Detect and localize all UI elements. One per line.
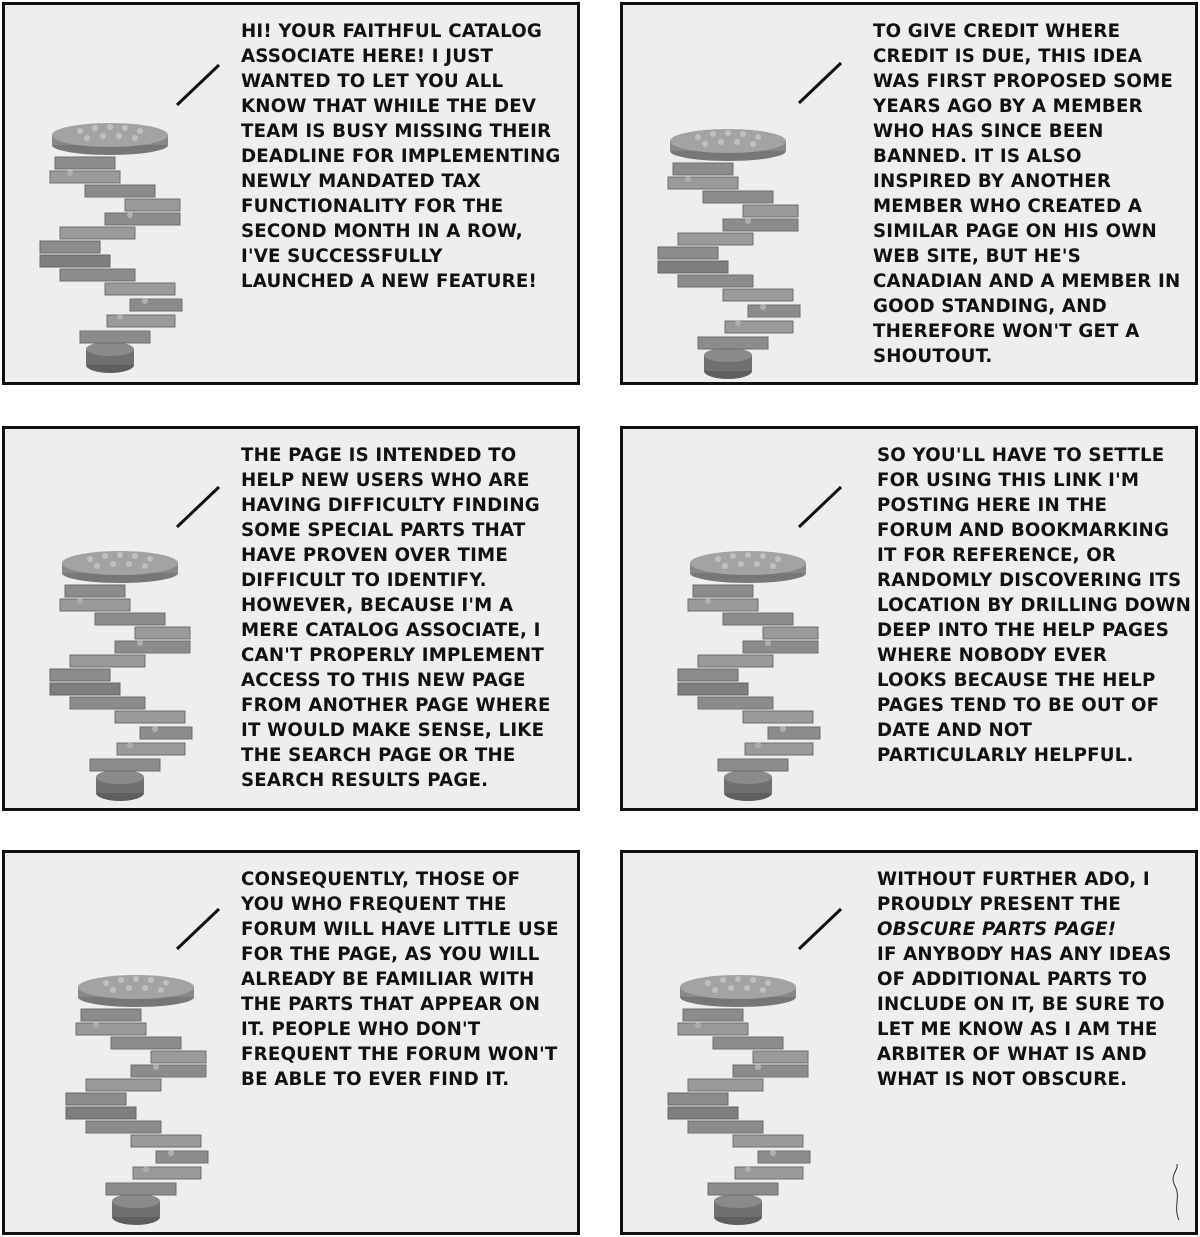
caption-text: THE PAGE IS INTENDED TO HELP NEW USERS WHO ARE HAVING DIFFICULTY FINDING SOME SPECIAL PARTS THAT HAVE PROVEN OVER TIME DIFFICULT TO IDENTIFY. HOWEVER, BECAUSE I'M A MERE CATALOG ASSOCIATE, I CAN'T PROPERLY IMPLEMENT ACCESS TO THIS NEW PAGE FROM ANOTHER PAGE WHERE IT WOULD MAKE SENSE, LIKE THE SEARCH PAGE OR THE SEARCH RESULTS PAGE. xyxy=(241,445,551,791)
comic-panel-5 xyxy=(2,850,580,1235)
comic-panel-3 xyxy=(2,426,580,811)
speech-tail-icon xyxy=(795,483,845,533)
comic-panel-2 xyxy=(620,2,1198,385)
caption-text: CONSEQUENTLY, THOSE OF YOU WHO FREQUENT THE FORUM WILL HAVE LITTLE USE FOR THE PAGE, AS YOU WILL ALREADY BE FAMILIAR WITH THE PARTS THAT APPEAR ON IT. PEOPLE WHO DON'T FREQUENT THE FORUM WON'T BE ABLE TO EVER FIND IT. xyxy=(241,869,559,1090)
spiral-staircase-icon xyxy=(663,969,813,1229)
spiral-staircase-icon xyxy=(61,969,211,1229)
caption-text: TO GIVE CREDIT WHERE CREDIT IS DUE, THIS IDEA WAS FIRST PROPOSED SOME YEARS AGO BY A MEMBER WHO HAS SINCE BEEN BANNED. IT IS ALSO INSPIRED BY ANOTHER MEMBER WHO CREATED A SIMILAR PAGE ON HIS OWN WEB SITE, BUT HE'S CANADIAN AND A MEMBER IN GOOD STANDING, AND THEREFORE WON'T GET A SHOUTOUT. xyxy=(873,21,1181,367)
spiral-staircase-icon xyxy=(35,117,185,377)
comic-panel-1 xyxy=(2,2,580,385)
obscure-parts-page-link[interactable]: OBSCURE PARTS PAGE! xyxy=(877,919,1117,940)
spiral-staircase-icon xyxy=(653,123,803,383)
comic-panel-6 xyxy=(620,850,1198,1235)
caption-text xyxy=(877,867,1171,1092)
caption-text: HI! YOUR FAITHFUL CATALOG ASSOCIATE HERE! I JUST WANTED TO LET YOU ALL KNOW THAT WHILE THE DEV TEAM IS BUSY MISSING THEIR DEADLINE FOR IMPLEMENTING NEWLY MANDATED TAX FUNCTIONALITY FOR THE SECOND MONTH IN A ROW, I'VE SUCCESSFULLY LAUNCHED A NEW FEATURE! xyxy=(241,21,561,292)
caption-intro: WITHOUT FURTHER ADO, I PROUDLY PRESENT THE xyxy=(877,869,1150,915)
speech-tail-icon xyxy=(173,905,223,955)
spiral-staircase-icon xyxy=(673,545,823,805)
speech-tail-icon xyxy=(795,59,845,109)
comic-panel-4 xyxy=(620,426,1198,811)
speech-tail-icon xyxy=(173,61,223,111)
speech-tail-icon xyxy=(795,905,845,955)
artist-signature-icon xyxy=(1167,1162,1187,1222)
speech-tail-icon xyxy=(173,483,223,533)
caption-text: SO YOU'LL HAVE TO SETTLE FOR USING THIS LINK I'M POSTING HERE IN THE FORUM AND BOOKMARKING IT FOR REFERENCE, OR RANDOMLY DISCOVERING ITS LOCATION BY DRILLING DOWN DEEP INTO THE HELP PAGES WHERE NOBODY EVER LOOKS BECAUSE THE HELP PAGES TEND TO BE OUT OF DATE AND NOT PARTICULARLY HELPFUL. xyxy=(877,445,1192,766)
caption-outro: IF ANYBODY HAS ANY IDEAS OF ADDITIONAL PARTS TO INCLUDE ON IT, BE SURE TO LET ME KNOW AS I AM THE ARBITER OF WHAT IS AND WHAT IS NOT OBSCURE. xyxy=(877,944,1172,1090)
spiral-staircase-icon xyxy=(45,545,195,805)
